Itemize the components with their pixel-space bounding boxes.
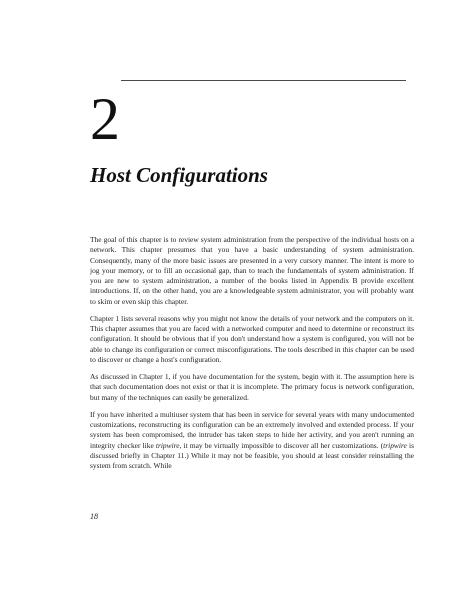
paragraph-4: If you have inherited a multiuser system that has been in service for several years with many undocumented customizations, reconstructing its configuration can be an extremely involved and extended process. If your system has been compromised, the intruder has taken steps to hide her activity, and you aren't running an integrity checker like tripwire, it may be virtually impossible to discover all her customizations. (tripwire is discussed briefly in Chapter 11.) While it may not be feasible, you should at least consider reinstalling the system from scratch. While	[90, 409, 414, 470]
paragraph-1: The goal of this chapter is to review system administration from the perspective of the individual hosts on a network. This chapter presumes that you have a basic understanding of system administration. Consequently, many of the more basic issues are presented in a very cursory manner. The intent is more to jog your memory, or to fill an occasional gap, than to teach the fundamentals of system administration. If you are new to system administration, a number of the books listed in Appendix B provide excellent introductions. If, on the other hand, you are a knowledgeable system administrator, you will probably want to skim or even skip this chapter.	[90, 235, 414, 306]
page-number: 18	[90, 512, 98, 521]
chapter-body	[90, 235, 414, 478]
chapter-top-rule	[121, 80, 406, 81]
paragraph-2: Chapter 1 lists several reasons why you might not know the details of your network and the computers on it. This chapter assumes that you are faced with a networked computer and need to determine or reconstruct its configuration. It should be obvious that if you don't understand how a system is configured, you will not be able to change its configuration or correct misconfigurations. The tools described in this chapter can be used to discover or change a host's configuration.	[90, 313, 414, 364]
chapter-title: Host Configurations	[90, 163, 268, 187]
paragraph-3: As discussed in Chapter 1, if you have documentation for the system, begin with it. The assumption here is that such documentation does not exist or that it is incomplete. The primary focus is network configuration, but many of the techniques can easily be generalized.	[90, 372, 414, 402]
program-name-tripwire-2: tripwire	[383, 440, 407, 450]
chapter-number: 2	[90, 86, 120, 152]
program-name-tripwire: tripwire	[155, 440, 180, 450]
